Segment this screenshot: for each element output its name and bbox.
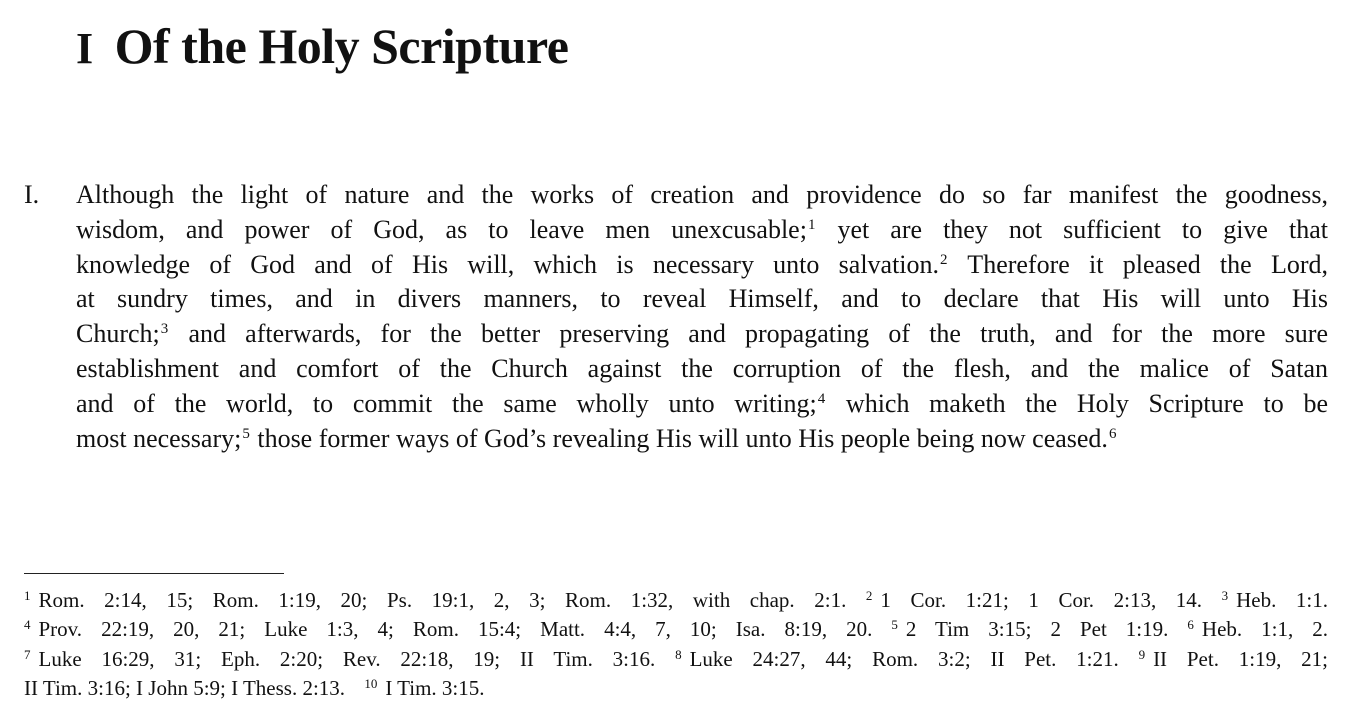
footnote-reference[interactable]: 6 [1108, 425, 1117, 442]
footnote-reference[interactable]: 5 [242, 425, 250, 442]
footnote-item [675, 647, 1119, 671]
text-segment: which maketh the Holy Scripture to be [826, 388, 1328, 418]
text-segment: knowledge of God and of His will, which is necessary unto salvation. [76, 249, 940, 279]
footnote-reference[interactable]: 1 [807, 216, 816, 233]
chapter-title: Of the Holy Scripture [114, 18, 569, 74]
footnote-reference[interactable]: 4 [817, 390, 826, 407]
chapter-heading [76, 14, 568, 81]
text-line [76, 213, 1328, 248]
footnote-marker: 9 [1138, 646, 1146, 662]
footnote-marker: 8 [675, 646, 682, 662]
text-line [76, 282, 1328, 317]
footnote-text: 2 Tim 3:15; 2 Pet 1:19. [905, 617, 1169, 642]
text-segment: most necessary; [76, 423, 242, 453]
footnote-item [24, 588, 846, 612]
text-line [76, 178, 1328, 213]
footnote-text: II Tim. 3:16; I John 5:9; I Thess. 2:13. [24, 676, 346, 701]
footnote-text: Rom. 2:14, 15; Rom. 1:19, 20; Ps. 19:1, 2, 3; Rom. 1:32, with chap. 2:1. [38, 588, 847, 612]
footnote-text: Luke 16:29, 31; Eph. 2:20; Rev. 22:18, 19; II Tim. 3:16. [38, 646, 656, 671]
text-segment: and afterwards, for the better preserving and propagating of the truth, and for the more sure [169, 319, 1328, 349]
text-line [76, 387, 1328, 422]
text-line [76, 248, 1328, 283]
footnote-item [24, 617, 872, 641]
footnote-item [866, 588, 1202, 612]
text-line [76, 422, 1328, 457]
footnote-text: I Tim. 3:15. [385, 676, 485, 701]
footnote-item [24, 676, 345, 700]
footnote-text: Prov. 22:19, 20, 21; Luke 1:3, 4; Rom. 15:4; Matt. 4:4, 7, 10; Isa. 8:19, 20. [38, 617, 873, 642]
footnote-item [364, 676, 484, 700]
footnote-divider [24, 573, 284, 574]
text-segment: Although the light of nature and the works of creation and providence do so far manifest the goodness, [76, 180, 1328, 209]
section-text [76, 178, 1328, 456]
footnote-marker: 10 [364, 676, 378, 692]
footnote-item [24, 647, 655, 671]
footnote-line [24, 615, 1328, 644]
footnote-item [1187, 617, 1328, 641]
text-segment: establishment and comfort of the Church against the corruption of the flesh, and the malice of Satan [76, 353, 1328, 383]
text-segment: Therefore it pleased the Lord, [948, 249, 1328, 279]
footnote-text: Heb. 1:1, 2. [1201, 617, 1328, 642]
text-segment: those former ways of God’s revealing His will unto His people being now ceased. [250, 423, 1108, 453]
footnote-line [24, 645, 1328, 674]
footnote-marker: 5 [891, 617, 898, 633]
text-segment: Church; [76, 319, 160, 349]
footnote-item [891, 617, 1168, 641]
footnote-text: Heb. 1:1. [1236, 588, 1329, 612]
footnote-line [24, 586, 1328, 615]
footnote-marker: 4 [24, 617, 31, 633]
section-number: I. [24, 180, 40, 209]
footnote-text: Luke 24:27, 44; Rom. 3:2; II Pet. 1:21. [689, 646, 1119, 671]
footnote-reference[interactable]: 3 [160, 321, 169, 338]
text-segment: yet are they not sufficient to give that [816, 214, 1328, 244]
text-segment: wisdom, and power of God, as to leave men unexcusable; [76, 214, 807, 244]
text-line [76, 352, 1328, 387]
chapter-number: I [76, 24, 93, 73]
footnote-line [24, 674, 1328, 703]
footnote-marker: 1 [24, 588, 31, 603]
text-segment: and of the world, to commit the same wholly unto writing; [76, 388, 817, 418]
footnote-marker: 7 [24, 646, 31, 662]
footnote-marker: 3 [1221, 588, 1229, 603]
footnote-item [1222, 588, 1328, 612]
footnote-item [1139, 647, 1328, 671]
footnotes [24, 586, 1328, 704]
footnote-marker: 2 [865, 588, 873, 603]
footnote-text: 1 Cor. 1:21; 1 Cor. 2:13, 14. [880, 588, 1203, 612]
text-line [76, 317, 1328, 352]
text-segment: at sundry times, and in divers manners, to reveal Himself, and to declare that His will unto His [76, 284, 1328, 314]
footnote-text: II Pet. 1:19, 21; [1153, 646, 1328, 671]
footnote-reference[interactable]: 2 [940, 251, 948, 268]
footnote-marker: 6 [1187, 617, 1194, 633]
